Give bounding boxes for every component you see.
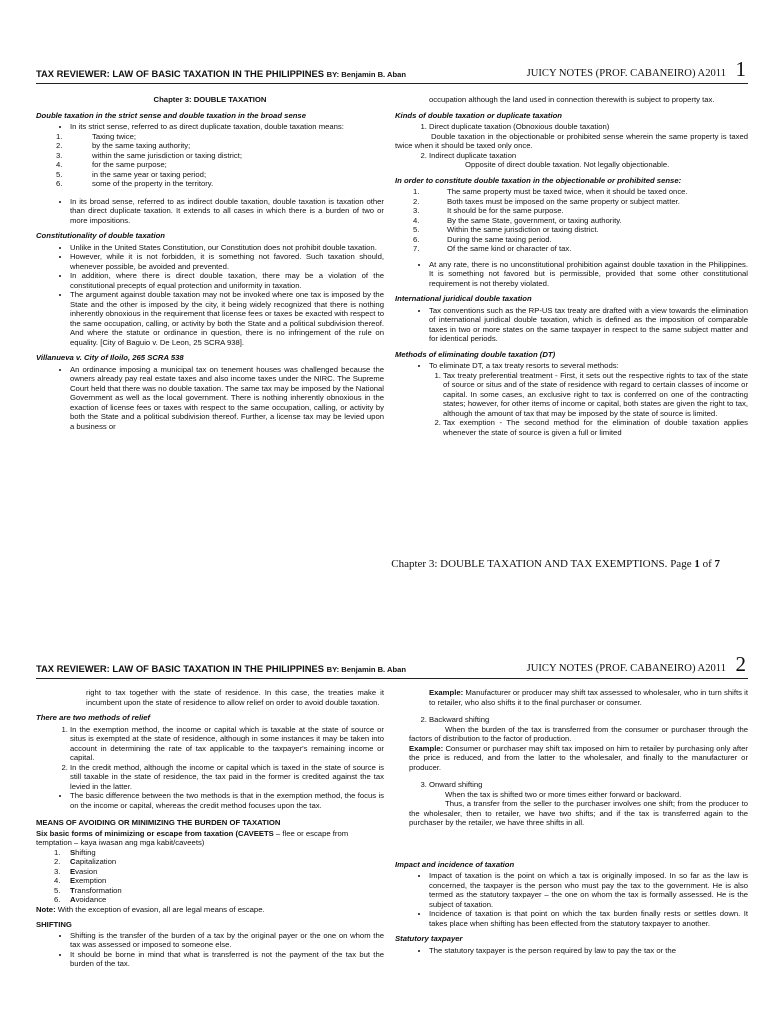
- list-item: • Incidence of taxation is that point on which the tax burden finally rests or settles down. It takes place when shifting has been effected from the statutory taxpayer to another.: [429, 909, 748, 928]
- list-item: [56, 170, 384, 180]
- list-item: 1. In the exemption method, the income or capital which is taxable at the state of source or situs is exempted at the state of residence, although in some instances it may be taken into account in determining the rate of tax applicable to the taxpayer's remaining income or capital.: [70, 725, 384, 763]
- item-text: some of the property in the territory.: [92, 179, 214, 188]
- list-item: 2. Tax exemption - The second method for the elimination of double taxation applies whenever the state of source is given a full or limited: [443, 418, 748, 437]
- item-initial: E: [70, 866, 76, 876]
- document-page-2: [0, 650, 768, 1024]
- left-column: [36, 95, 384, 435]
- item-number: 1.: [56, 131, 63, 141]
- list-item: [413, 187, 748, 197]
- item-text: by the same taxing authority;: [92, 141, 191, 150]
- page-gap: [0, 590, 768, 650]
- list-item: • The argument against double taxation may not be invoked where one tax is imposed by the State and the other is imposed by the city, it being widely recognized that there is nothing inherently obnoxious in the requirement that license fees or taxes be exacted with respect to the same occupation, calling, or activity by both the State and a political subdivision thereof. And where the statute or ordinance in question, there is no infringement of the rule on equality. [City of Baguio v. De Leon, 25 SCRA 938].: [70, 290, 384, 347]
- bullet-list: [395, 946, 748, 956]
- list-item: [413, 206, 748, 216]
- header-page-number: 2: [735, 652, 746, 676]
- list-item: [54, 857, 384, 867]
- header-course: JUICY NOTES (PROF. CABANEIRO) A2011: [526, 663, 726, 674]
- section-title: Methods of eliminating double taxation (DT): [395, 349, 556, 359]
- bullet-list: [36, 122, 384, 225]
- header-by: BY: [326, 70, 337, 79]
- list-item: [56, 122, 384, 197]
- item-number: 3.: [413, 206, 420, 215]
- list-item-text: Indirect duplicate taxation: [429, 150, 517, 160]
- section-title: International juridical double taxation: [395, 294, 532, 303]
- page-header: [36, 55, 748, 84]
- numbered-list: [395, 122, 748, 170]
- bullet-list: [395, 871, 748, 928]
- six-forms-subtitle: – flee or escape from temptation – kaya iwasan ang mga kabit/caveets): [36, 828, 349, 847]
- item-text: The same property must be taxed twice, when it should be taxed once.: [447, 187, 688, 196]
- item-number: 5.: [54, 885, 61, 895]
- example-text: [409, 744, 748, 773]
- header-by: BY: [326, 665, 337, 674]
- section-title: Villanueva v. City of Iloilo, 265 SCRA 538: [36, 353, 184, 362]
- item-number: 5.: [56, 169, 63, 179]
- item-number: 2.: [413, 196, 420, 206]
- item-number: 4.: [56, 160, 63, 169]
- numbered-list: [56, 132, 384, 189]
- list-item: [54, 895, 384, 905]
- list-item: [409, 780, 748, 828]
- item-text: voidance: [75, 895, 107, 904]
- list-item: [395, 122, 748, 151]
- list-item: • However, while it is not forbidden, it is something not favored. Such taxation should, whenever possible, be avoided and prevented.: [70, 252, 384, 271]
- item-number: 1.: [54, 847, 61, 857]
- header-title-text: TAX REVIEWER: LAW OF BASIC TAXATION IN THE PHILIPPINES: [36, 663, 325, 674]
- list-item-text: Direct duplicate taxation (Obnoxious double taxation): [429, 122, 610, 131]
- bullet-list: [395, 260, 748, 289]
- list-item: • The basic difference between the two methods is that in the exemption method, the focus is on the income or capital, whereas the credit method focuses upon the tax.: [70, 791, 384, 810]
- list-item: 1. Tax treaty preferential treatment - First, it sets out the respective rights to tax of the state of source or situs and of the state of residence with regard to certain classes of income or capital. In some cases, an exclusive right to tax is conferred on one of the contracting states; however, for other items of income or capital, both states are given the right to tax, although the amount of tax that may be imposed by the state of source is limited.: [443, 371, 748, 419]
- item-number: 2.: [54, 857, 61, 866]
- footer-chapter: Chapter 3: DOUBLE TAXATION AND TAX EXEMPTIONS.: [391, 558, 668, 570]
- item-text: It should be for the same purpose.: [447, 206, 564, 215]
- list-item-desc: When the tax is shifted two or more times either forward or backward.: [445, 789, 682, 799]
- list-item: [56, 151, 384, 161]
- item-number: 3.: [56, 150, 63, 160]
- item-number: 6.: [413, 234, 420, 244]
- item-text: vasion: [75, 866, 98, 876]
- list-item-text: In its strict sense, referred to as direct duplicate taxation, double taxation means:: [70, 122, 344, 131]
- bullet-list: [36, 931, 384, 969]
- item-number: 4.: [413, 215, 420, 225]
- bullet-list: [395, 361, 748, 437]
- item-text: apitalization: [75, 857, 117, 866]
- header-title: [36, 68, 406, 79]
- list-item: • Impact of taxation is the point on which a tax is originally imposed. In so far as the law is concerned, the taxpayer is the person who must pay the tax to the government. He is also termed as the statutory taxpayer – the one on whom the tax is formally assessed. He is the subject of taxation.: [429, 871, 748, 909]
- header-author: : Benjamin B. Aban: [336, 665, 406, 674]
- item-number: 3.: [54, 866, 61, 876]
- item-text: for the same purpose;: [92, 160, 167, 169]
- page-footer: [391, 558, 720, 570]
- list-item: [413, 225, 748, 235]
- example-text: [395, 688, 748, 707]
- list-item-text: Onward shifting: [429, 780, 483, 789]
- list-item: [409, 715, 748, 780]
- list-item: • In its broad sense, referred to as indirect double taxation, double taxation is taxation other than direct duplicate taxation. It extends to all cases in which there is a burden of two or more impositions.: [70, 197, 384, 226]
- item-text: hifting: [75, 847, 96, 857]
- item-initial: C: [70, 857, 76, 866]
- list-item: [56, 132, 384, 142]
- list-item: • The statutory taxpayer is the person required by law to pay the tax or the: [429, 946, 748, 956]
- item-number: 6.: [54, 895, 61, 904]
- item-text: ransformation: [74, 885, 122, 895]
- item-text: Of the same kind or character of tax.: [447, 244, 572, 253]
- numbered-list: [429, 371, 748, 438]
- numbered-list: [395, 715, 748, 828]
- right-column: [395, 95, 748, 441]
- page-header: [36, 650, 748, 679]
- footer-of: of: [702, 558, 712, 570]
- list-item: [429, 361, 748, 437]
- example-body: Consumer or purchaser may shift tax imposed on him to retailer by purchasing only after the price is reduced, and from the latter to the wholesaler, and finally to the manufacturer or producer.: [409, 743, 748, 772]
- list-item: • Shifting is the transfer of the burden of a tax by the original payer or the one on whom the tax was assessed or imposed to someone else.: [70, 931, 384, 950]
- item-text: Within the same jurisdiction or taxing district.: [447, 225, 599, 234]
- list-item-desc: Opposite of direct double taxation. Not legally objectionable.: [465, 160, 670, 169]
- list-item-desc: Double taxation in the objectionable or prohibited sense wherein the same property is taxed twice when it should be taxed only once.: [395, 131, 748, 150]
- item-text: Both taxes must be imposed on the same property or subject matter.: [447, 196, 680, 206]
- document-page-1: [0, 55, 768, 590]
- list-item: • At any rate, there is no unconstitutional prohibition against double taxation in the Philippines. It is something not favored but is permissible, provided that some other constitutional requirement is not thereby violated.: [429, 260, 748, 289]
- item-text: During the same taxing period.: [447, 234, 552, 244]
- header-title-text: TAX REVIEWER: LAW OF BASIC TAXATION IN THE PHILIPPINES: [36, 68, 325, 79]
- note: [36, 905, 384, 915]
- item-initial: E: [70, 876, 76, 885]
- item-text: By the same State, government, or taxing authority.: [447, 215, 622, 225]
- note-label: Note:: [36, 904, 56, 914]
- footer-page-total: 7: [714, 558, 720, 570]
- header-title: [36, 663, 406, 674]
- list-item: [54, 876, 384, 886]
- bullet-list: [36, 365, 384, 432]
- list-item: • In addition, where there is direct double taxation, there may be a violation of the constitutional precepts of equal protection and uniformity in taxation.: [70, 271, 384, 290]
- header-author: : Benjamin B. Aban: [336, 70, 406, 79]
- section-title: Statutory taxpayer: [395, 934, 463, 943]
- item-number: 4.: [54, 876, 61, 885]
- list-item-text: To eliminate DT, a tax treaty resorts to several methods:: [429, 361, 619, 370]
- continued-text: right to tax together with the state of residence. In this case, the treaties make it incumbent upon the state of residence to allow relief on order to avoid double taxation.: [86, 688, 384, 707]
- numbered-list: [36, 725, 384, 792]
- list-item: [413, 197, 748, 207]
- section-title: There are two methods of relief: [36, 713, 151, 722]
- list-item: [54, 867, 384, 877]
- item-text: within the same jurisdiction or taxing district;: [92, 150, 242, 160]
- continued-text: occupation although the land used in connection therewith is subject to property tax.: [429, 95, 715, 104]
- footer-page-label: Page: [670, 558, 692, 570]
- section-title: In order to constitute double taxation in the objectionable or prohibited sense:: [395, 175, 682, 185]
- bullet-list: [36, 243, 384, 348]
- list-item: [54, 886, 384, 896]
- list-item-desc: Thus, a transfer from the seller to the purchaser involves one shift; from the producer to the wholesaler, then to retailer, we have two shifts; and if the tax is transferred again to the purchaser by the retailer, we have three shifts in all.: [409, 799, 748, 827]
- item-number: 2.: [56, 141, 63, 150]
- list-item: [56, 141, 384, 151]
- bullet-list: [395, 306, 748, 344]
- six-forms-title: Six basic forms of minimizing or escape from taxation (CAVEETS: [36, 828, 274, 838]
- example-label: Example:: [409, 743, 444, 753]
- bullet-list: [36, 791, 384, 810]
- item-number: 6.: [56, 179, 63, 188]
- footer-page-number: 1: [694, 558, 700, 570]
- example-body: Manufacturer or producer may shift tax assessed to wholesaler, who in turn shifts it to retailer, who also shifts it to the final purchaser or consumer.: [429, 688, 748, 707]
- list-item-desc: When the burden of the tax is transferred from the consumer or purchaser through the factors of distribution to the factor of production.: [409, 724, 748, 743]
- list-item: • Tax conventions such as the RP-US tax treaty are drafted with a view towards the elimination of international juridical double taxation, which is defined as the imposition of comparable taxes in two or more states on the same taxpayer in respect to the same subject matter and for identical periods.: [429, 306, 748, 344]
- chapter-title: Chapter 3: DOUBLE TAXATION: [153, 95, 267, 104]
- right-column: [395, 688, 748, 959]
- item-text: xemption: [75, 876, 107, 885]
- list-item: • It should be borne in mind that what is transferred is not the payment of the tax but the burden of the tax.: [70, 950, 384, 969]
- section-title: MEANS OF AVOIDING OR MINIMIZING THE BURDEN OF TAXATION: [36, 818, 281, 827]
- header-course: JUICY NOTES (PROF. CABANEIRO) A2011: [526, 68, 726, 79]
- list-item: [413, 244, 748, 254]
- section-title: Impact and incidence of taxation: [395, 859, 515, 869]
- item-text: Taxing twice;: [92, 131, 137, 141]
- section-title: Kinds of double taxation or duplicate taxation: [395, 110, 563, 120]
- item-number: 7.: [413, 244, 420, 253]
- list-item: • Unlike in the United States Constitution, our Constitution does not prohibit double taxation.: [70, 243, 384, 253]
- example-label: Example:: [429, 688, 464, 697]
- item-text: in the same year or taxing period;: [92, 169, 207, 179]
- list-item-text: Backward shifting: [429, 715, 490, 724]
- list-item: [56, 179, 384, 189]
- section-title: Double taxation in the strict sense and double taxation in the broad sense: [36, 110, 306, 120]
- list-item: [413, 216, 748, 226]
- item-number: 1.: [413, 187, 420, 196]
- section-title: SHIFTING: [36, 920, 72, 929]
- section-title: Constitutionality of double taxation: [36, 231, 165, 240]
- list-item: [56, 160, 384, 170]
- six-forms-heading: [36, 829, 384, 848]
- numbered-list: [36, 848, 384, 905]
- item-number: 5.: [413, 225, 420, 234]
- item-initial: T: [70, 885, 75, 895]
- item-initial: S: [70, 847, 76, 857]
- list-item: [429, 151, 748, 170]
- note-text: With the exception of evasion, all are legal means of escape.: [55, 904, 265, 914]
- list-item: 2. In the credit method, although the income or capital which is taxed in the state of source is still taxable in the state of residence, the tax paid in the former is credited against the tax levied in the latter.: [70, 763, 384, 792]
- item-initial: A: [70, 895, 76, 904]
- numbered-list: [395, 187, 748, 254]
- header-page-number: 1: [735, 57, 746, 81]
- list-item: • An ordinance imposing a municipal tax on tenement houses was challenged because the owners already pay real estate taxes and also income taxes under the NIRC. The Supreme Court held that there was no double taxation. The same tax may be imposed by the National Government as well as the local government. There is nothing inherently obnoxious in the exaction of license fees or taxes with respect to the same occupation, calling, or activity by both the State and a political subdivision thereof. Further, a license tax may be levied upon a business or: [70, 365, 384, 432]
- left-column: [36, 688, 384, 973]
- list-item: [413, 235, 748, 245]
- list-item: [54, 848, 384, 858]
